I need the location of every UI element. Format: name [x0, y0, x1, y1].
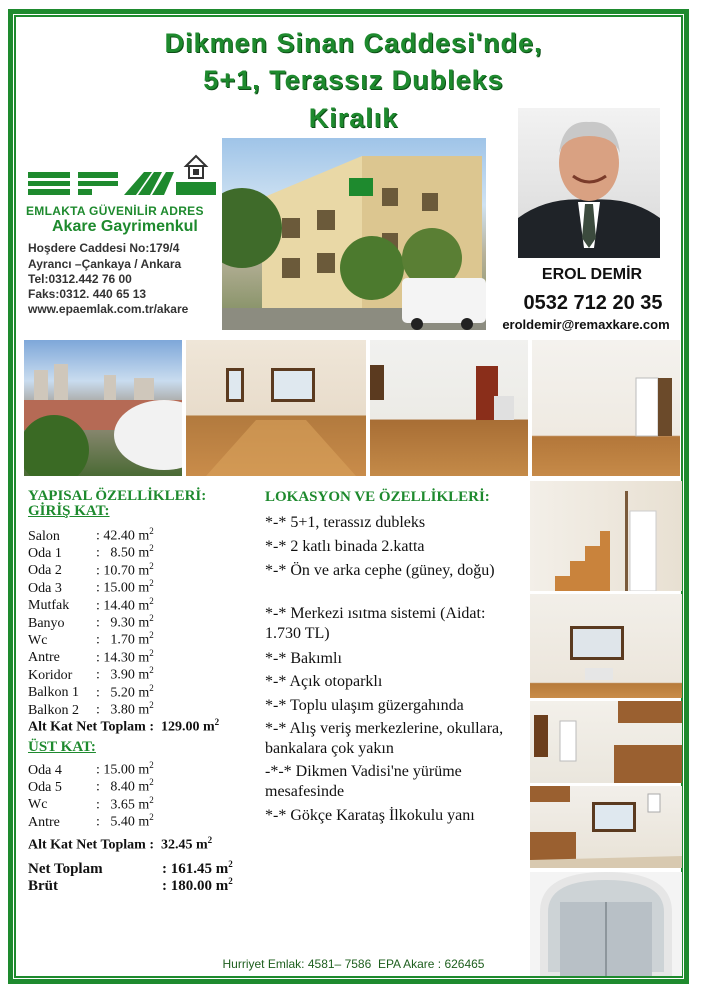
gross-total-value: : 180.00 m	[162, 878, 229, 894]
room-row	[28, 610, 154, 631]
logo-tagline: EMLAKTA GÜVENİLİR ADRES	[26, 204, 204, 218]
bedroom-photo	[530, 594, 682, 698]
gross-total	[28, 873, 233, 894]
epa-logo	[26, 150, 222, 235]
room-door-illustration	[370, 340, 528, 476]
room-name: Koridor	[28, 667, 73, 683]
office-address-2: Ayrancı –Çankaya / Ankara	[28, 257, 182, 271]
room-area: : 3.65 m	[96, 797, 150, 813]
room-name: Antre	[28, 650, 60, 666]
room-name: Oda 3	[28, 580, 62, 596]
title-line-1: Dikmen Sinan Caddesi'nde,	[164, 28, 543, 58]
location-feature: *-* 5+1, terassız dubleks	[265, 514, 426, 531]
office-tel: Tel:0312.442 76 00	[28, 272, 132, 286]
stairs-illustration	[530, 481, 682, 591]
room-row	[28, 662, 154, 683]
upper-total-label: Alt Kat Net Toplam :	[28, 837, 154, 853]
room-area: : 3.80 m	[96, 702, 150, 718]
location-feature: *-* Toplu ulaşım güzergahında	[265, 697, 464, 714]
unit-exponent: 2	[228, 859, 233, 869]
gross-total-label: Brüt	[28, 878, 58, 894]
kitchen-window-photo	[530, 786, 682, 868]
ground-total-value: 129.00 m	[161, 719, 215, 735]
room-name: Oda 5	[28, 780, 62, 796]
unit-exponent: 2	[149, 578, 154, 589]
ground-floor-heading: GİRİŞ KAT:	[28, 503, 110, 519]
unit-exponent: 2	[149, 665, 154, 676]
room-name: Balkon 2	[28, 702, 79, 718]
building-illustration	[222, 138, 486, 330]
kitchen-photo	[530, 701, 682, 783]
unit-exponent: 2	[149, 526, 154, 536]
room-name: Salon	[28, 528, 60, 544]
unit-exponent: 2	[149, 760, 154, 770]
title-line-3: Kiralık	[308, 103, 399, 133]
agent-name: EROL DEMİR	[541, 266, 643, 283]
ground-total	[28, 714, 220, 735]
footer-hurriyet-value: 4581– 7586	[307, 957, 372, 971]
location-feature: *-* 2 katlı binada 2.katta	[265, 538, 425, 555]
upper-total-value: 32.45 m	[161, 837, 208, 853]
room-area: : 1.70 m	[96, 633, 150, 649]
room-row	[28, 645, 154, 666]
room-area: : 3.90 m	[96, 667, 150, 683]
agent-phone[interactable]: 0532 712 20 35	[523, 292, 663, 314]
room-area: : 5.20 m	[96, 685, 150, 701]
room-name: Balkon 1	[28, 685, 79, 701]
agent-email[interactable]: eroldemir@remaxkare.com	[502, 317, 670, 332]
office-address-1: Hoşdere Caddesi No:179/4	[28, 241, 180, 255]
footer	[0, 957, 707, 971]
unit-exponent: 2	[214, 717, 220, 727]
unit-exponent: 2	[149, 700, 154, 710]
location-feature: *-* Gökçe Karataş İlkokulu yanı	[265, 807, 475, 824]
office-web[interactable]: www.epaemlak.com.tr/akare	[28, 302, 189, 316]
room-row	[28, 757, 154, 778]
net-total	[28, 856, 233, 877]
hall-photo	[532, 340, 680, 476]
room-area: : 10.70 m	[96, 563, 150, 579]
room-name: Banyo	[28, 615, 65, 631]
room-area: : 14.30 m	[96, 650, 150, 666]
room-name: Antre	[28, 814, 60, 830]
living-room-photo	[186, 340, 366, 476]
living-room-illustration	[186, 340, 366, 476]
location-feature: -*-* Dikmen Vadisi'ne yürüme mesafesinde	[265, 763, 462, 800]
footer-epa-label: EPA Akare :	[377, 957, 442, 971]
footer-hurriyet-label: Hurriyet Emlak:	[222, 957, 305, 971]
room-row	[28, 575, 154, 596]
room-row	[28, 680, 154, 701]
room-area: : 5.40 m	[96, 814, 150, 830]
logo-company-name: Akare Gayrimenkul	[52, 218, 198, 235]
epa-logo-mark	[26, 150, 222, 200]
room-row	[28, 593, 154, 614]
location-feature: *-* Bakımlı	[265, 650, 342, 667]
room-row	[28, 809, 154, 830]
unit-exponent: 2	[207, 835, 213, 845]
unit-exponent: 2	[149, 613, 154, 623]
room-row	[28, 697, 154, 718]
ground-total-label: Alt Kat Net Toplam :	[28, 719, 154, 735]
footer-epa-value: 626465	[444, 957, 485, 971]
net-total-value: : 161.45 m	[162, 861, 229, 877]
room-door-photo	[370, 340, 528, 476]
unit-exponent: 2	[149, 560, 154, 571]
room-area: : 15.00 m	[96, 580, 150, 596]
room-name: Oda 2	[28, 563, 62, 579]
unit-exponent: 2	[149, 595, 154, 606]
kitchen-window-illustration	[530, 786, 682, 868]
unit-exponent: 2	[228, 876, 233, 886]
upper-total	[28, 832, 213, 853]
room-area: : 8.50 m	[96, 546, 150, 562]
unit-exponent: 2	[149, 794, 154, 805]
net-total-label: Net Toplam	[28, 861, 103, 877]
building-photo	[222, 138, 486, 330]
bedroom-illustration	[530, 594, 682, 698]
unit-exponent: 2	[149, 543, 154, 554]
room-row	[28, 792, 154, 813]
room-area: : 14.40 m	[96, 598, 150, 614]
room-name: Oda 1	[28, 546, 62, 562]
location-heading: LOKASYON VE ÖZELLİKLERİ:	[265, 489, 490, 505]
room-row	[28, 627, 154, 649]
location-feature: *-* Ön ve arka cephe (güney, doğu)	[265, 562, 495, 579]
location-feature: *-* Açık otoparklı	[265, 673, 383, 690]
stairs-photo	[530, 481, 682, 591]
room-row	[28, 558, 154, 579]
room-name: Wc	[28, 797, 48, 813]
room-area: : 9.30 m	[96, 615, 150, 631]
room-name: Wc	[28, 633, 48, 649]
unit-exponent: 2	[149, 682, 154, 693]
agent-portrait	[518, 108, 660, 258]
room-name: Mutfak	[28, 598, 70, 614]
upper-floor-heading: ÜST KAT:	[28, 739, 96, 755]
unit-exponent: 2	[149, 812, 154, 823]
room-name: Oda 4	[28, 762, 62, 778]
kitchen-illustration	[530, 701, 682, 783]
room-area: : 42.40 m	[96, 528, 150, 544]
unit-exponent: 2	[149, 777, 154, 788]
unit-exponent: 2	[149, 647, 154, 658]
room-area: : 15.00 m	[96, 762, 150, 778]
structure-heading: YAPISAL ÖZELLİKLERİ:	[28, 488, 207, 504]
hall-illustration	[532, 340, 680, 476]
room-row	[28, 523, 154, 544]
room-area: : 8.40 m	[96, 780, 150, 796]
location-feature: *-* Merkezi ısıtma sistemi (Aidat: 1.730 TL)	[265, 605, 486, 642]
title-line-2: 5+1, Terassız Dubleks	[203, 65, 504, 95]
room-row	[28, 774, 154, 796]
location-feature: *-* Alış veriş merkezlerine, okullara, bankalara çok yakın	[265, 720, 504, 757]
city-view-photo	[24, 340, 182, 476]
city-view-illustration	[24, 340, 182, 476]
unit-exponent: 2	[149, 630, 154, 641]
room-row	[28, 540, 154, 562]
agent-photo	[518, 108, 660, 258]
office-fax: Faks:0312. 440 65 13	[28, 287, 147, 301]
